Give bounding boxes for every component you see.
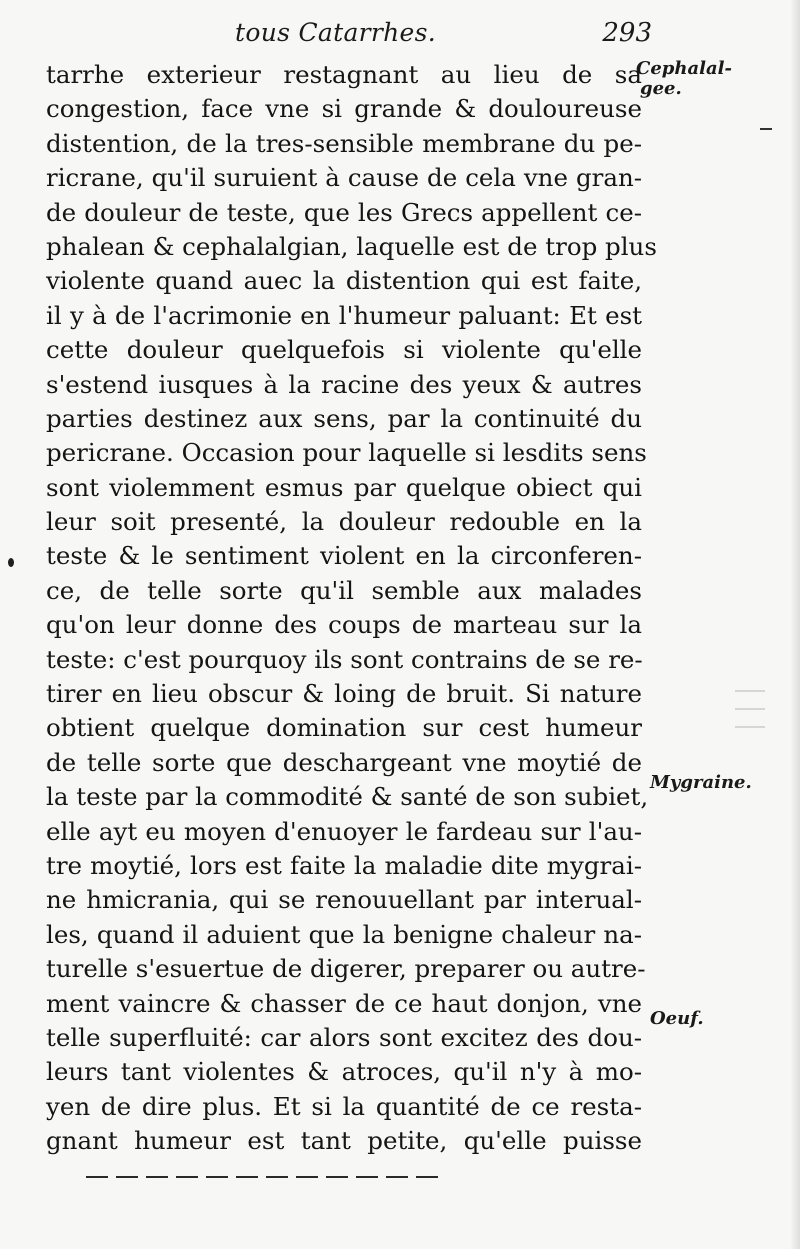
- margin-note-cephalalgee-1: Cephalal-: [636, 58, 732, 79]
- margin-dash: [760, 128, 772, 130]
- text-line-22: la teste par la commodité & santé de son subiet,: [46, 782, 649, 812]
- running-head: tous Catarrhes.: [235, 18, 437, 47]
- text-line-20: obtient quelque domination sur cest humeur: [46, 713, 642, 743]
- text-line-6: phalean & cephalalgian, laquelle est de trop plus: [46, 231, 657, 261]
- bottom-line-underline: [86, 1176, 446, 1178]
- bleed-mark: [735, 708, 765, 710]
- ink-dot: [8, 558, 14, 567]
- text-line-9: cette douleur quelquefois si violente qu'elle: [46, 335, 642, 365]
- text-line-30: leurs tant violentes & atroces, qu'il n'y à mo-: [46, 1057, 642, 1087]
- text-line-16: ce, de telle sorte qu'il semble aux malades: [46, 575, 642, 605]
- text-line-25: ne hmicrania, qui se renouuellant par interual-: [46, 885, 642, 915]
- bleed-mark: [735, 690, 765, 692]
- text-line-2: congestion, face vne si grande & douloureuse: [46, 94, 642, 124]
- bleed-mark: [735, 726, 765, 728]
- margin-note-cephalalgee-2: gee.: [640, 78, 682, 99]
- page-number: 293: [602, 18, 652, 48]
- text-line-8: il y à de l'acrimonie en l'humeur paluant: Et est: [46, 300, 642, 330]
- text-line-26: les, quand il aduient que la benigne chaleur na-: [46, 919, 642, 949]
- text-line-32: gnant humeur est tant petite, qu'elle puisse: [46, 1126, 642, 1156]
- text-line-18: teste: c'est pourquoy ils sont contrains de se re-: [46, 644, 643, 674]
- page-edge-shadow: [790, 0, 800, 1249]
- text-line-1: tarrhe exterieur restagnant au lieu de sa: [46, 60, 642, 89]
- text-line-10: s'estend iusques à la racine des yeux & autres: [46, 369, 642, 399]
- text-line-5: de douleur de teste, que les Grecs appellent ce-: [46, 197, 642, 227]
- text-line-12: pericrane. Occasion pour laquelle si lesdits sens: [46, 438, 647, 468]
- text-line-11: parties destinez aux sens, par la continuité du: [46, 403, 642, 433]
- body-text: [46, 58, 657, 1159]
- text-line-17: qu'on leur donne des coups de marteau sur la: [46, 610, 642, 640]
- margin-note-oeuf: Oeuf.: [650, 1008, 704, 1029]
- text-line-3: distention, de la tres-sensible membrane du pe-: [46, 128, 642, 158]
- text-line-15: teste & le sentiment violent en la circonferen-: [46, 541, 642, 571]
- bleed-through-marks: [735, 690, 775, 780]
- margin-note-mygraine: Mygraine.: [650, 772, 752, 793]
- text-line-14: leur soit presenté, la douleur redouble en la: [46, 507, 642, 537]
- text-line-4: ricrane, qu'il suruient à cause de cela vne gran-: [46, 163, 642, 193]
- text-line-19: tirer en lieu obscur & loing de bruit. Si nature: [46, 679, 642, 709]
- text-line-21: de telle sorte que deschargeant vne moytié de: [46, 747, 642, 777]
- margin-notes: [636, 58, 800, 1208]
- text-line-24: tre moytié, lors est faite la maladie dite mygrai-: [46, 850, 642, 880]
- text-line-28: ment vaincre & chasser de ce haut donjon, vne: [46, 988, 642, 1018]
- text-line-27: turelle s'esuertue de digerer, preparer ou autre-: [46, 954, 646, 984]
- text-line-23: elle ayt eu moyen d'enuoyer le fardeau sur l'au-: [46, 816, 642, 846]
- page-header: [40, 18, 660, 54]
- text-line-13: sont violemment esmus par quelque obiect qui: [46, 472, 642, 502]
- text-line-31: yen de dire plus. Et si la quantité de ce resta-: [46, 1091, 642, 1121]
- text-line-7: violente quand auec la distention qui est faite,: [46, 266, 642, 296]
- text-line-29: telle superfluité: car alors sont excitez des dou-: [46, 1022, 642, 1052]
